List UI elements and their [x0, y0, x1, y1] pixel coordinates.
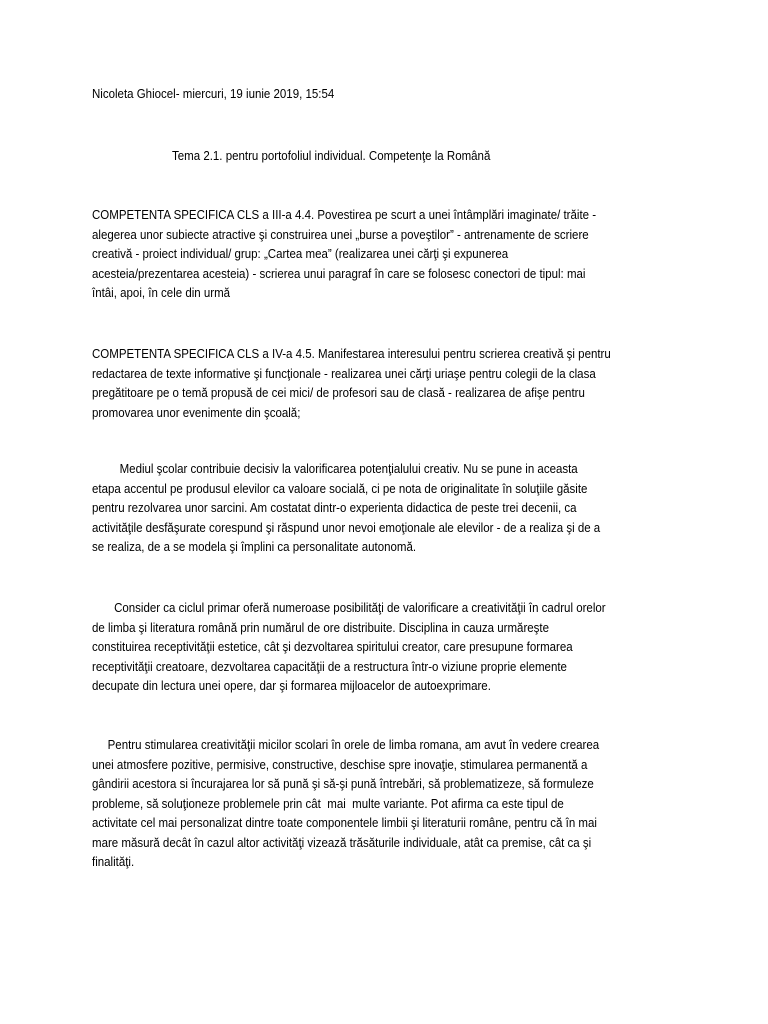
document-title	[172, 147, 518, 167]
paragraph-line: creativă - proiect individual/ grup: „Cartea mea” (realizarea unei cărţi şi expunerea	[92, 247, 509, 261]
paragraph-line: receptivităţii creatoare, dezvoltarea capacităţii de a restructura într-o viziune proprie elemente	[92, 659, 567, 674]
paragraph-line: etapa accentul pe produsul elevilor ca valoare socială, ci pe nota de originalitate în soluţiile găsite	[92, 481, 588, 496]
paragraph-line: redactarea de texte informative şi funcţionale - realizarea unei cărţi uriaşe pentru colegii de la clasa	[92, 366, 596, 381]
paragraph-line: COMPETENTA SPECIFICA CLS a IV-a 4.5. Manifestarea interesului pentru scrierea creativă şi pentru	[92, 347, 611, 361]
paragraph-line: Pentru stimularea creativităţii micilor scolari în orele de limba romana, am avut în vedere crearea	[107, 738, 600, 752]
paragraph-line: de limba şi literatura română prin numărul de ore distribuite. Disciplina in cauza urmăreşte	[92, 620, 550, 635]
paragraph-line: mare măsură decât în cazul altor activităţi vizează trăsăturile individuale, atât ca premise, cât ca şi	[92, 835, 592, 850]
paragraph-line: Mediul şcolar contribuie decisiv la valorificarea potenţialului creativ. Nu se pune in aceasta	[119, 462, 578, 476]
paragraph-competenta-cls-4	[92, 345, 656, 423]
paragraph-line: se realiza, de a se modela şi împlini ca personalitate autonomă.	[92, 540, 417, 554]
paragraph-line: Consider ca ciclul primar oferă numeroase posibilităţi de valorificare a creativităţii în cadrul orelor	[114, 601, 606, 615]
paragraph-line: activităţile desfăşurate corespund şi răspund unor nevoi emoţionale ale elevilor - de a realiza şi de a	[92, 520, 601, 535]
author-date-text: Nicoleta Ghiocel- miercuri, 19 iunie 2019, 15:54	[92, 87, 335, 101]
paragraph-line: COMPETENTA SPECIFICA CLS a III-a 4.4. Povestirea pe scurt a unei întâmplări imaginate/ trăite -	[92, 208, 597, 222]
paragraph-ciclul-primar	[92, 599, 650, 697]
author-date-line	[92, 85, 355, 105]
document-title-text: Tema 2.1. pentru portofoliul individual. Competenţe la Română	[172, 149, 491, 163]
paragraph-line: pregătitoare pe o temă propusă de cei mici/ de profesori sau de clasă - realizarea de afişe pentru	[92, 386, 585, 400]
paragraph-line: constituirea receptivităţii estetice, cât şi dezvoltarea spiritului creator, care presupune formarea	[92, 640, 573, 654]
paragraph-competenta-cls-3	[92, 206, 640, 304]
paragraph-line: unei atmosfere pozitive, permisive, constructive, deschise spre inovaţie, stimularea permanentă a	[92, 757, 588, 772]
paragraph-line: întâi, apoi, în cele din urmă	[92, 286, 231, 300]
paragraph-line: activitate cel mai personalizat dintre toate componentele limbii şi literaturii române, pentru că în mai	[92, 816, 597, 830]
paragraph-line: probleme, să soluţioneze problemele prin cât mai multe variante. Pot afirma ca este tipul de	[92, 796, 564, 811]
paragraph-line: acesteia/prezentarea acesteia) - scrierea unui paragraf în care se folosesc conectori de tipul: mai	[92, 266, 586, 281]
paragraph-line: decupate din lectura unei opere, dar şi formarea mijloacelor de autoexprimare.	[92, 679, 491, 693]
paragraph-mediul-scolar	[92, 460, 644, 558]
paragraph-stimularea-creativitatii	[92, 736, 643, 873]
paragraph-line: finalităţi.	[92, 855, 135, 869]
paragraph-line: pentru rezolvarea unor sarcini. Am costatat dintr-o experienta didactica de peste trei decenii, ca	[92, 501, 577, 515]
paragraph-line: gândirii acestora si încurajarea lor să pună şi să-şi pună întrebări, să problematizeze, să formuleze	[92, 777, 594, 791]
paragraph-line: alegerea unor subiecte atractive şi construirea unei „burse a poveştilor” - antrenamente de scriere	[92, 227, 589, 242]
paragraph-line: promovarea unor evenimente din şcoală;	[92, 405, 301, 420]
